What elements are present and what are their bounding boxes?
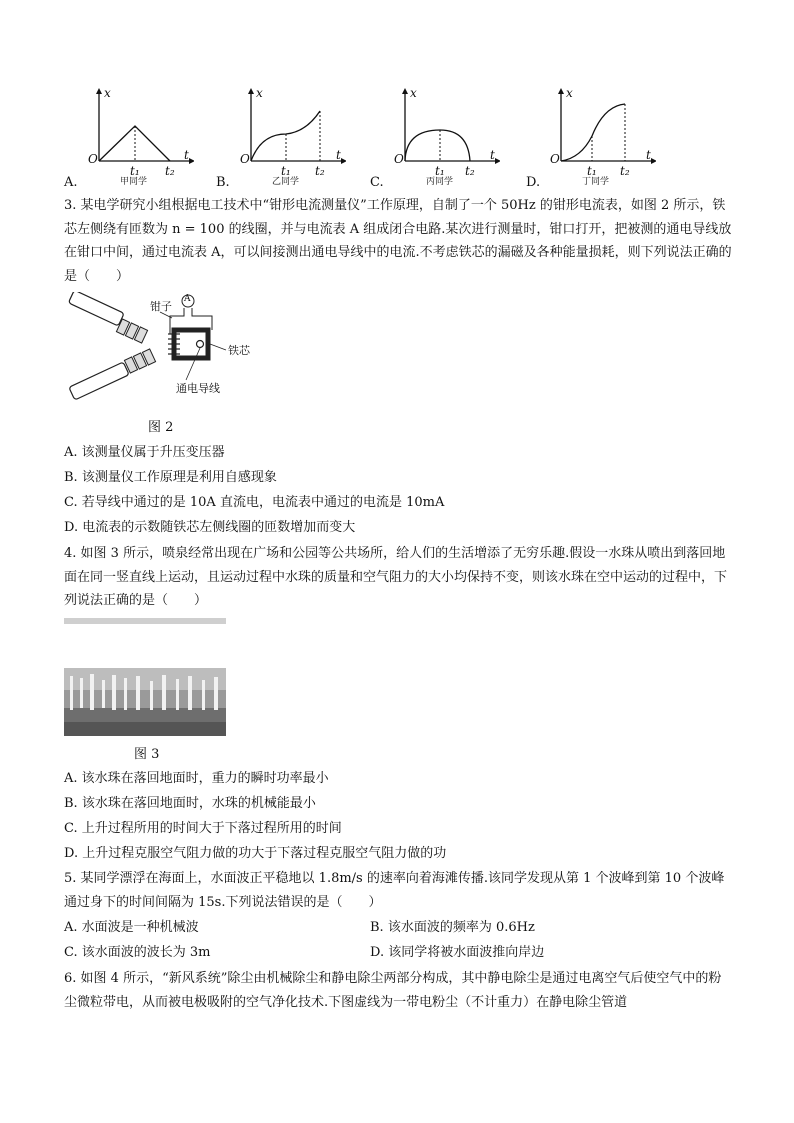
option-letter: A. xyxy=(64,175,78,190)
t1-label: t₁ xyxy=(130,164,140,178)
t1-label: t₁ xyxy=(281,164,291,178)
graph-caption: 乙同学 xyxy=(272,177,300,187)
q5-option-a: A. 水面波是一种机械波 xyxy=(64,920,199,935)
wire-label: 通电导线 xyxy=(176,382,220,395)
axis-t-label: t xyxy=(646,148,651,162)
graph-b xyxy=(216,86,346,190)
t2-label: t₂ xyxy=(465,164,475,178)
question-4-text: 4. 如图 3 所示，喷泉经常出现在广场和公园等公共场所，给人们的生活增添了无穷乐趣.假设一水珠从喷出到落回地面在同一竖直线上运动，且运动过程中水珠的质量和空气阻力的大小均保持不变，则该水珠在空中运动的过程中，下列说法正确的是（ ） xyxy=(64,546,728,608)
figure-2-caption: 图 2 xyxy=(148,420,174,435)
figure-3-caption: 图 3 xyxy=(134,747,160,762)
q3-option-d: D. 电流表的示数随铁芯左侧线圈的匝数增加而变大 xyxy=(64,520,356,535)
q4-option-c: C. 上升过程所用的时间大于下落过程所用的时间 xyxy=(64,821,342,836)
fountain-photo xyxy=(64,618,226,736)
origin-label: O xyxy=(550,152,560,166)
q5-option-c: C. 该水面波的波长为 3m xyxy=(64,945,211,960)
t1-label: t₁ xyxy=(587,164,597,178)
option-letter: D. xyxy=(526,175,541,190)
question-3-text: 3. 某电学研究小组根据电工技术中“钳形电流测量仪”工作原理，自制了一个 50Hz 的钳形电流表，如图 2 所示，铁芯左侧绕有匝数为 n = 100 的线圈，并与电流表 A 组成闭合电路.某次进行测量时，钳口打开，把被测的通电导线放在钳口中间，通过电流表 A，可以间接测出通电导线中的电流.不考虑铁芯的漏磁及各种能量损耗，则下列说法正确的是（ ） xyxy=(64,198,732,284)
figure-3-fountain-photo xyxy=(64,618,226,736)
axis-t-label: t xyxy=(490,148,495,162)
axis-t-label: t xyxy=(184,148,189,162)
q3-option-a: A. 该测量仪属于升压变压器 xyxy=(64,445,225,460)
q4-option-b: B. 该水珠在落回地面时，水珠的机械能最小 xyxy=(64,796,316,811)
ammeter-label: A xyxy=(184,294,191,304)
graph-caption: 甲同学 xyxy=(120,177,148,187)
origin-label: O xyxy=(394,152,404,166)
question-6-text: 6. 如图 4 所示，“新风系统”除尘由机械除尘和静电除尘两部分构成，其中静电除尘是通过电离空气后使空气中的粉尘微粒带电，从而被电极吸附的空气净化技术.下图虚线为一带电粉尘（不计重力）在静电除尘管道 xyxy=(64,971,722,1010)
axis-x-label: x xyxy=(256,86,263,100)
graph-a xyxy=(64,86,194,190)
t2-label: t₂ xyxy=(620,164,630,178)
graph-caption: 丁同学 xyxy=(582,177,610,187)
option-letter: C. xyxy=(370,175,384,190)
graph-caption: 丙同学 xyxy=(426,177,454,187)
origin-label: O xyxy=(240,152,250,166)
axis-x-label: x xyxy=(410,86,417,100)
pliers-label: 钳子 xyxy=(150,300,172,313)
q4-option-a: A. 该水珠在落回地面时，重力的瞬时功率最小 xyxy=(64,771,329,786)
axis-x-label: x xyxy=(104,86,111,100)
q3-option-b: B. 该测量仪工作原理是利用自感现象 xyxy=(64,470,277,485)
q5-option-d: D. 该同学将被水面波推向岸边 xyxy=(370,945,545,960)
t2-label: t₂ xyxy=(315,164,325,178)
q3-option-c: C. 若导线中通过的是 10A 直流电，电流表中通过的电流是 10mA xyxy=(64,495,445,510)
origin-label: O xyxy=(88,152,98,166)
figure-2-clamp-meter xyxy=(64,292,264,402)
graph-c xyxy=(370,86,500,190)
t2-label: t₂ xyxy=(165,164,175,178)
option-letter: B. xyxy=(216,175,230,190)
graph-d xyxy=(526,86,656,190)
q4-option-d: D. 上升过程克服空气阻力做的功大于下落过程克服空气阻力做的功 xyxy=(64,846,447,861)
axis-t-label: t xyxy=(336,148,341,162)
axis-x-label: x xyxy=(566,86,573,100)
q5-option-b: B. 该水面波的频率为 0.6Hz xyxy=(370,920,535,935)
core-label: 铁芯 xyxy=(228,344,250,357)
t1-label: t₁ xyxy=(435,164,445,178)
question-5-text: 5. 某同学漂浮在海面上，水面波正平稳地以 1.8m/s 的速率向着海滩传播.该同学发现从第 1 个波峰到第 10 个波峰通过身下的时间间隔为 15s.下列说法错误的是（ ） xyxy=(64,871,725,910)
